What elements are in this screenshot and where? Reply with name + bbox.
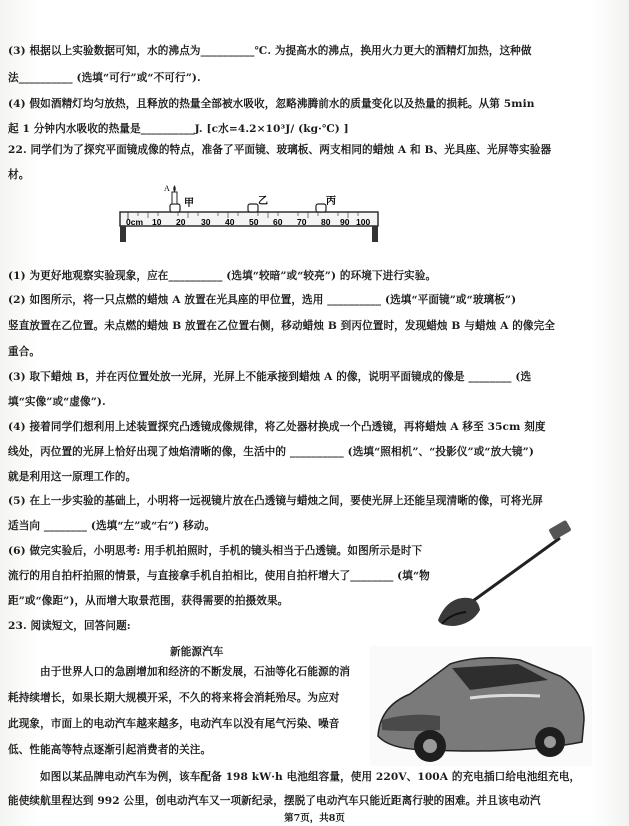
text-line-q22-3b: 填“实像”或“虚像”).: [8, 396, 106, 408]
text-line-q22-5b: 适当向 ________ (选填“左”或“右”) 移动。: [8, 520, 216, 532]
scale-label: 0cm: [126, 217, 144, 227]
text-line-q22-5a: (5) 在上一步实验的基础上，小明将一远视镜片放在凸透镜与蜡烛之间，要使光屏上还能呈现清晰的像，可将光屏: [8, 495, 543, 507]
text-line-q23-header: 23. 阅读短文，回答问题:: [8, 620, 131, 632]
text-line-q22-6c: 距”或“像距”)，从而增大取景范围，获得需要的拍摄效果。: [8, 595, 289, 607]
text-line-q22-6b: 流行的用自拍杆拍照的情景，与直接拿手机自拍相比，使用自拍杆增大了________ (填“物: [8, 570, 430, 582]
selfie-stick-illustration: [432, 520, 582, 628]
scale-label: 70: [297, 217, 307, 227]
text-line-q21-3b: 法__________ (选填“可行”或“不可行”).: [8, 72, 201, 84]
scale-label: 60: [273, 217, 283, 227]
text-line-q22-intro-b: 材。: [8, 169, 30, 181]
text-line-q22-4a: (4) 接着同学们想利用上述装置探究凸透镜成像规律，将乙处器材换成一个凸透镜，再将蜡烛 A 移至 35cm 刻度: [8, 421, 546, 433]
text-line-q21-4a: (4) 假如酒精灯均匀放热，且释放的热量全部被水吸收，忽略沸腾前水的质量变化以及热量的损耗。从第 5min: [8, 98, 535, 110]
text-line-q22-2b: 竖直放置在乙位置。未点燃的蜡烛 B 放置在乙位置右侧，移动蜡烛 B 到丙位置时，发现蜡烛 B 与蜡烛 A 的像完全: [8, 320, 556, 332]
article-para1-line1: 由于世界人口的急剧增加和经济的不断发展，石油等化石能源的消: [40, 666, 351, 678]
text-line-q22-intro-a: 22. 同学们为了探究平面镜成像的特点，准备了平面镜、玻璃板、两支相同的蜡烛 A 和 B、光具座、光屏等实验器: [8, 144, 552, 156]
article-para2-line1: 如图以某品牌电动汽车为例，该车配备 198 kW·h 电池组容量，使用 220V、100A 的充电插口给电池组充电，: [40, 771, 581, 783]
scale-label: 50: [249, 217, 259, 227]
text-line-q22-2a: (2) 如图所示，将一只点燃的蜡烛 A 放置在光具座的甲位置，选用 __________ (选填“平面镜”或“玻璃板”): [8, 294, 517, 306]
optical-bench-figure: [118, 182, 380, 246]
scale-label: 90: [340, 217, 350, 227]
candle-a-label: A: [164, 184, 170, 193]
text-line-q22-6a: (6) 做完实验后，小明思考: 用手机拍照时，手机的镜头相当于凸透镜。如图所示是时下: [8, 545, 423, 557]
text-line-q22-4b: 线处，丙位置的光屏上恰好出现了烛焰清晰的像，生活中的 __________ (选填“照相机”、“投影仪”或“放大镜”): [8, 446, 534, 458]
scale-label: 80: [321, 217, 331, 227]
text-line-q22-1: (1) 为更好地观察实验现象，应在__________ (选填“较暗”或“较亮”) 的环境下进行实验。: [8, 270, 437, 282]
scale-label: 30: [201, 217, 211, 227]
electric-car-photo: [370, 646, 592, 766]
text-line-q22-4c: 就是利用这一原理工作的。: [8, 471, 137, 483]
text-line-q22-2c: 重合。: [8, 346, 41, 358]
position-label-jia: 甲: [184, 198, 194, 209]
text-line-q21-4b: 起 1 分钟内水吸收的热量是__________J. [c水=4.2×10³J/ (kg·℃) ]: [8, 123, 349, 135]
scale-label: 10: [152, 217, 162, 227]
article-para1-line2: 耗持续增长，如果长期大规模开采，不久的将来将会消耗殆尽。为应对: [8, 692, 340, 704]
article-para1-line4: 低、性能高等特点逐渐引起消费者的关注。: [8, 744, 212, 756]
text-line-q22-3a: (3) 取下蜡烛 B，并在丙位置处放一光屏，光屏上不能承接到蜡烛 A 的像，说明平面镜成的像是 ________ (选: [8, 371, 532, 383]
position-label-bing: 丙: [326, 196, 336, 207]
scale-label: 20: [176, 217, 186, 227]
position-label-yi: 乙: [258, 196, 268, 207]
page-number: 第7页，共8页: [284, 813, 345, 824]
article-para1-line3: 此现象，市面上的电动汽车越来越多，电动汽车以没有尾气污染、噪音: [8, 718, 340, 730]
scale-label: 40: [225, 217, 235, 227]
article-title: 新能源汽车: [170, 646, 224, 658]
text-line-q21-3a: (3) 根据以上实验数据可知，水的沸点为__________℃. 为提高水的沸点，换用火力更大的酒精灯加热，这种做: [8, 45, 532, 57]
scale-label: 100: [356, 217, 371, 227]
article-para2-line2: 能使续航里程达到 992 公里，创电动汽车又一项新纪录，摆脱了电动汽车只能近距离行驶的困难。并且该电动汽: [8, 795, 541, 807]
